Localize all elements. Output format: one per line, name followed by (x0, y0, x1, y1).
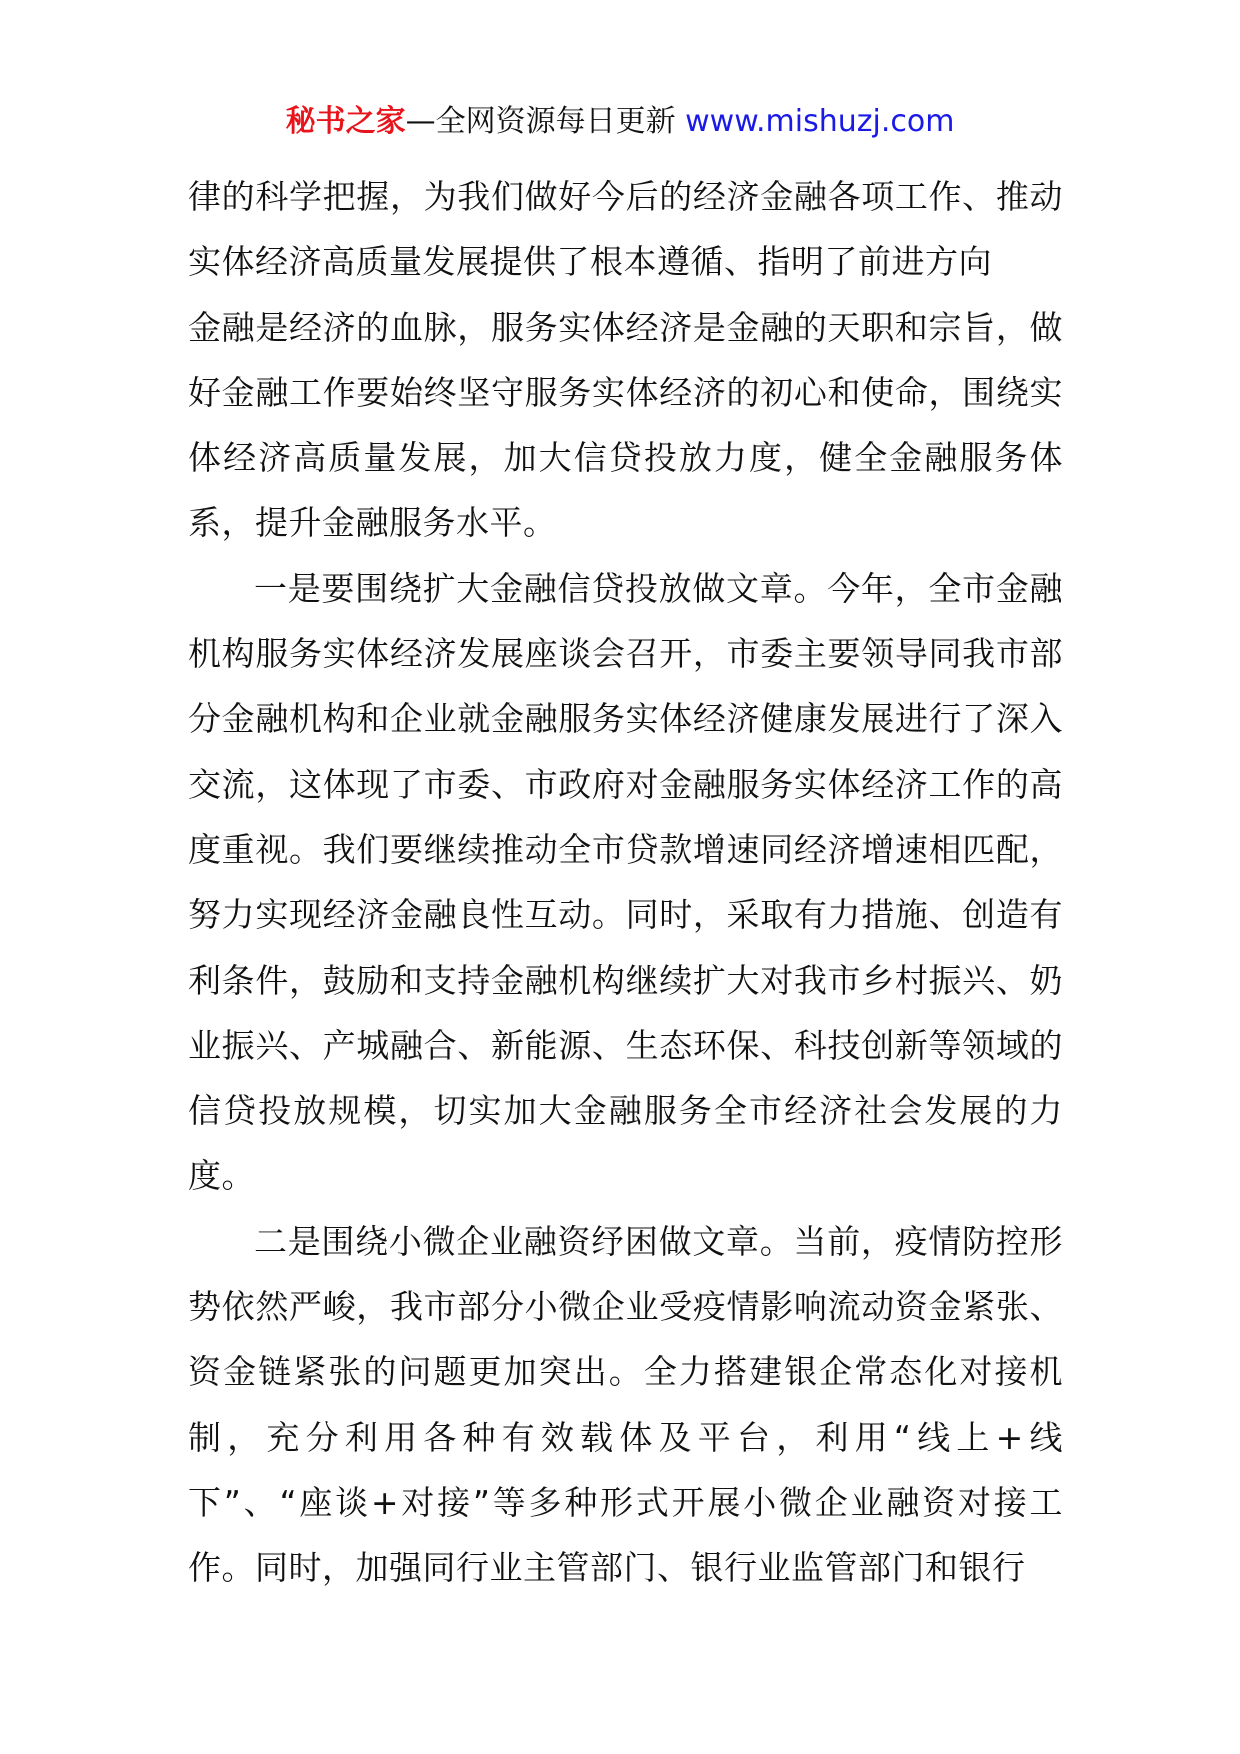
header-tagline: —全网资源每日更新 (405, 104, 676, 139)
header-brand: 秘书之家 (285, 104, 406, 139)
paragraph-small-business-financing: 二是围绕小微企业融资纾困做文章。当前，疫情防控形势依然严峻，我市部分小微企业受疫情影响流动资金紧张、资金链紧张的问题更加突出。全力搭建银企常态化对接机制，充分利用各种有效载体及平台，利用“线上+线下”、“座谈+对接”等多种形式开展小微企业融资对接工作。同时，加强同行业主管部门、银行业监管部门和银行 (188, 1221, 1063, 1588)
paragraph-finance-role: 金融是经济的血脉，服务实体经济是金融的天职和宗旨，做好金融工作要始终坚守服务实体经济的初心和使命，围绕实体经济高质量发展，加大信贷投放力度，健全金融服务体系，提升金融服务水平。 (188, 307, 1063, 543)
paragraph-credit-expansion: 一是要围绕扩大金融信贷投放做文章。今年，全市金融机构服务实体经济发展座谈会召开，市委主要领导同我市部分金融机构和企业就金融服务实体经济健康发展进行了深入交流，这体现了市委、市政府对金融服务实体经济工作的高度重视。我们要继续推动全市贷款增速同经济增速相匹配，努力实现经济金融良性互动。同时，采取有力措施、创造有利条件，鼓励和支持金融机构继续扩大对我市乡村振兴、奶业振兴、产城融合、新能源、生态环保、科技创新等领域的信贷投放规模，切实加大金融服务全市经济社会发展的力度。 (188, 568, 1063, 1196)
paragraph-continuation: 律的科学把握，为我们做好今后的经济金融各项工作、推动实体经济高质量发展提供了根本遵循、指明了前进方向 (188, 177, 1063, 282)
header-url-link[interactable]: www.mishuzj.com (685, 104, 955, 139)
document-body (188, 164, 1063, 1601)
page-header (0, 100, 1240, 144)
